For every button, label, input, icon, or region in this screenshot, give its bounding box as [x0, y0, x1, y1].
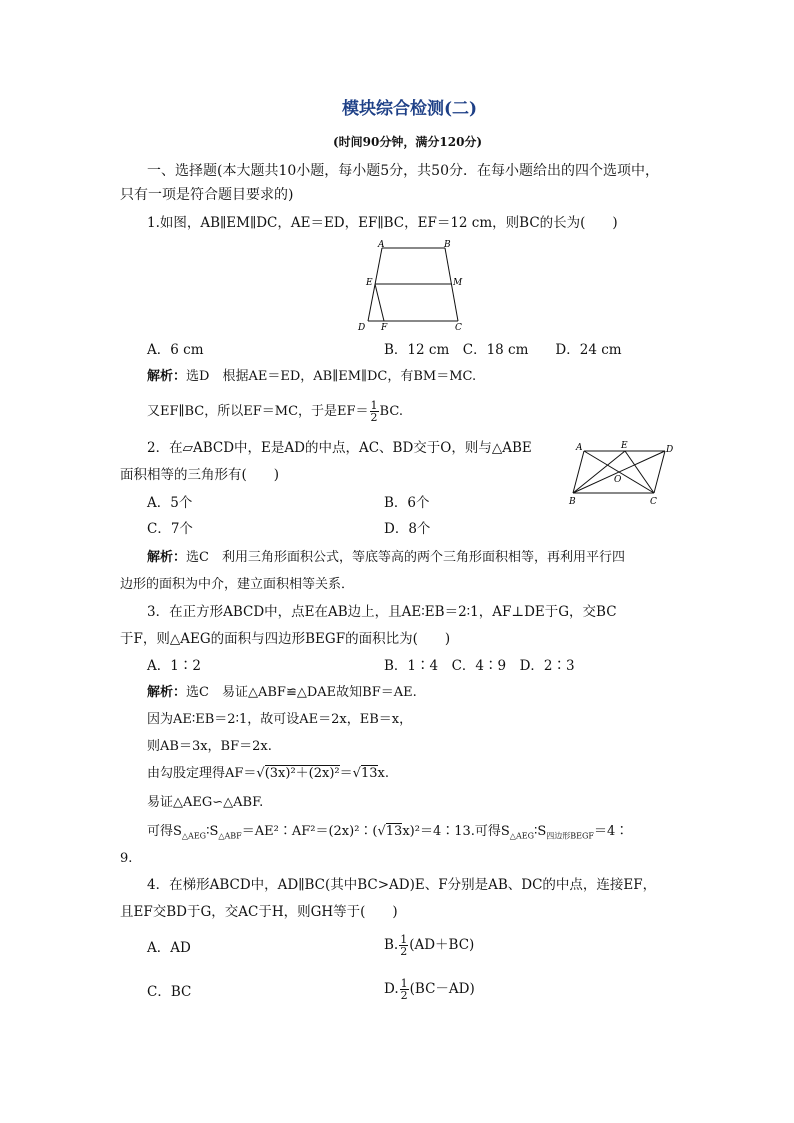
- fig1-label-b: B: [444, 240, 451, 250]
- question-3-analysis: [147, 684, 417, 702]
- fig1-label-a: A: [378, 240, 385, 250]
- fraction-denominator: 2: [400, 945, 408, 958]
- text-mid: ＝: [339, 766, 353, 781]
- sub-3: △AEG: [509, 831, 534, 841]
- question-3-analysis-line6: 可得$S_{\triangle AEG}∶S_{\triangle ABF}=AE^2∶AF^2=(2x)^2∶(√13x)^2=4∶13$.可得$S_{\triangle AEG}∶S_{四边形BEGF}=4∶$: [147, 824, 629, 841]
- question-4-option-d: [384, 978, 475, 1001]
- sqrt-radicand-3: 13: [385, 824, 403, 839]
- sub-1: △AEG: [181, 831, 207, 841]
- analysis-text-pre: 又EF∥BC，所以EF＝MC，于是EF＝: [147, 404, 369, 419]
- question-4-option-c: C．BC: [147, 984, 192, 1000]
- question-3-option-a: A．1∶2: [147, 658, 201, 674]
- analysis-label: 解析：: [147, 685, 187, 700]
- fig1-label-c: C: [455, 323, 462, 333]
- fraction-numerator: 1: [400, 977, 408, 990]
- fig2-label-o: O: [614, 475, 622, 485]
- fig2-label-b: B: [569, 497, 576, 507]
- t-d: x)²＝4∶13.可得S: [402, 824, 510, 839]
- fig1-label-m: M: [453, 278, 463, 288]
- fraction: [370, 400, 379, 423]
- fig2-label-c: C: [650, 497, 657, 507]
- fraction: [400, 978, 409, 1001]
- question-2-analysis: [147, 549, 625, 567]
- analysis-choice: 选C: [186, 685, 209, 700]
- fraction-denominator: 2: [400, 989, 408, 1002]
- question-4-option-b: [384, 934, 474, 957]
- text-post: x.: [377, 766, 389, 781]
- question-2-option-d: D．8个: [384, 521, 431, 537]
- section-instruction: 一、选择题(本大题共10小题，每小题5分，共50分．在每小题给出的四个选项中，: [147, 163, 659, 179]
- question-3-stem: 3．在正方形ABCD中，点E在AB边上，且AE∶EB＝2∶1，AF⊥DE于G，交BC: [147, 604, 617, 620]
- question-1-option-a: A．6 cm: [147, 342, 204, 358]
- opt-text: (AD＋BC): [409, 937, 475, 953]
- question-2-option-c: C．7个: [147, 521, 193, 537]
- t-f: ＝4∶: [593, 824, 629, 839]
- t-b: ∶S: [206, 824, 219, 839]
- analysis-text-post: BC.: [379, 404, 403, 419]
- question-2-option-b: B．6个: [384, 495, 430, 511]
- section-instruction-cont: 只有一项是符合题目要求的): [120, 187, 294, 203]
- question-3-analysis-line7: 9.: [120, 851, 133, 866]
- question-1-options-bcd: B．12 cm C．18 cm D．24 cm: [384, 342, 622, 358]
- fig2-label-d: D: [666, 445, 674, 455]
- t-e: ∶S: [533, 824, 547, 839]
- fraction-numerator: 1: [400, 933, 408, 946]
- question-2-figure: [565, 438, 680, 508]
- question-1-stem: 1.如图，AB∥EM∥DC，AE＝ED，EF∥BC，EF＝12 cm，则BC的长为( ): [147, 215, 618, 231]
- sub-2: △ABF: [218, 831, 242, 841]
- analysis-text: 根据AE＝ED，AB∥EM∥DC，有BM＝MC.: [222, 369, 477, 384]
- sub-4: 四边形BEGF: [546, 831, 594, 841]
- fig1-label-f: F: [381, 323, 388, 333]
- question-3-analysis-line3: 则AB＝3x，BF＝2x.: [147, 739, 272, 754]
- analysis-label: 解析：: [147, 550, 187, 565]
- question-4-stem: 4．在梯形ABCD中，AD∥BC(其中BC>AD)E、F分别是AB、DC的中点，连接EF，: [147, 877, 657, 893]
- analysis-text: 利用三角形面积公式，等底等高的两个三角形面积相等，再利用平行四: [221, 550, 625, 565]
- sqrt-radicand: (3x)²＋(2x)²: [264, 766, 340, 781]
- fig2-label-e: E: [621, 441, 628, 451]
- page-title: 模块综合检测(二): [342, 99, 478, 119]
- fraction-numerator: 1: [370, 399, 378, 412]
- fraction: [399, 934, 408, 957]
- question-2-option-a: A．5个: [147, 495, 193, 511]
- opt-prefix: B.: [384, 937, 399, 953]
- analysis-choice: 选C: [186, 550, 209, 565]
- text-pre: 由勾股定理得AF＝: [147, 766, 257, 781]
- fraction-denominator: 2: [370, 411, 378, 424]
- sqrt-radicand-2: 13: [360, 766, 378, 781]
- question-4-option-a: A．AD: [147, 940, 191, 956]
- question-2-analysis-cont: 边形的面积为中介，建立面积相等关系．: [120, 577, 355, 592]
- analysis-label: 解析：: [147, 369, 187, 384]
- question-3-options-bcd: B．1∶4 C．4∶9 D．2∶3: [384, 658, 575, 674]
- question-3-analysis-line4: 由勾股定理得AF＝√(3x)²＋(2x)²＝√13x.: [147, 766, 389, 781]
- opt-prefix: D.: [384, 981, 399, 997]
- question-3-stem-cont: 于F，则△AEG的面积与四边形BEGF的面积比为( ): [120, 631, 451, 647]
- question-1-figure: [352, 238, 472, 334]
- fig2-label-a: A: [576, 443, 583, 453]
- analysis-text: 易证△ABF≌△DAE故知BF＝AE.: [221, 685, 417, 700]
- analysis-choice: 选D: [186, 369, 210, 384]
- fig1-label-e: E: [366, 278, 373, 288]
- question-3-analysis-line5: 易证△AEG∽△ABF.: [147, 795, 264, 810]
- fig1-label-d: D: [358, 323, 366, 333]
- question-1-analysis: [147, 368, 476, 386]
- question-2-stem-cont: 面积相等的三角形有( ): [120, 467, 280, 483]
- question-2-stem: 2．在▱ABCD中，E是AD的中点，AC、BD交于O，则与△ABE: [147, 440, 532, 456]
- opt-text: (BC－AD): [409, 981, 475, 997]
- t-a: 可得S: [147, 824, 182, 839]
- t-c: ＝AE²∶AF²＝(2x)²∶(: [241, 824, 378, 839]
- question-4-stem-cont: 且EF交BD于G，交AC于H，则GH等于( ): [120, 904, 398, 920]
- page-subtitle: (时间90分钟，满分120分): [333, 135, 483, 149]
- question-1-analysis-line2: [147, 400, 403, 423]
- question-3-analysis-line2: 因为AE∶EB＝2∶1，故可设AE＝2x，EB＝x，: [147, 712, 413, 727]
